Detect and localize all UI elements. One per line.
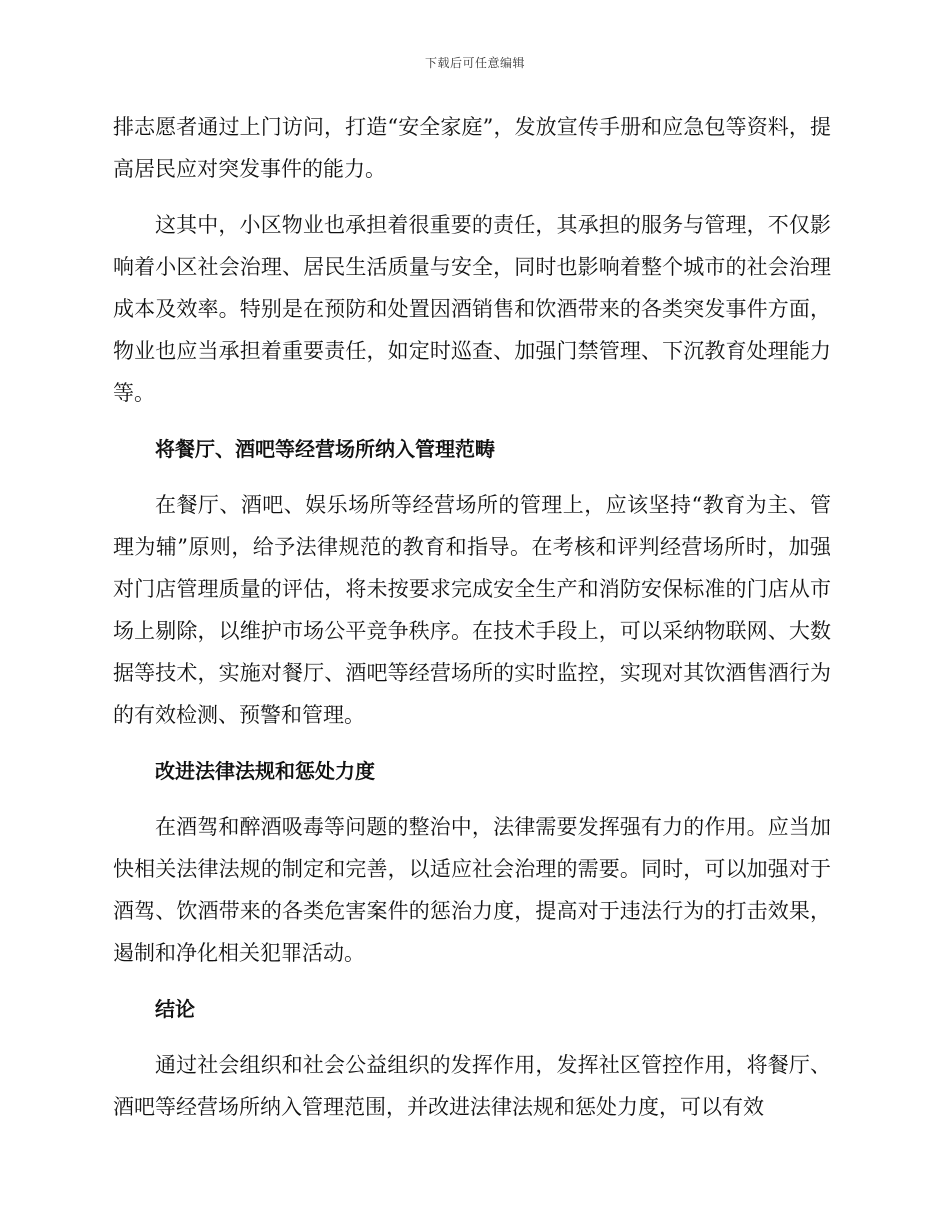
paragraph-continued: 排志愿者通过上门访问，打造“安全家庭”，发放宣传手册和应急包等资料，提高居民应对突发事件的能力。 [113, 115, 831, 181]
paragraph-conclusion: 通过社会组织和社会公益组织的发挥作用，发挥社区管控作用，将餐厅、酒吧等经营场所纳入管理范围，并改进法律法规和惩处力度，可以有效 [113, 1053, 831, 1119]
page-header-note: 下载后可任意编辑 [424, 56, 525, 70]
document-body [113, 106, 831, 1142]
paragraph-law: 在酒驾和醉酒吸毒等问题的整治中，法律需要发挥强有力的作用。应当加快相关法律法规的制定和完善，以适应社会治理的需要。同时，可以加强对于酒驾、饮酒带来的各类危害案件的惩治力度，提高对于违法行为的打击效果，遏制和净化相关犯罪活动。 [113, 815, 831, 965]
paragraph-property-management: 这其中，小区物业也承担着很重要的责任，其承担的服务与管理，不仅影响着小区社会治理、居民生活质量与安全，同时也影响着整个城市的社会治理成本及效率。特别是在预防和处置因酒销售和饮酒带来的各类突发事件方面，物业也应当承担着重要责任，如定时巡查、加强门禁管理、下沉教育处理能力等。 [113, 213, 831, 405]
section-heading-conclusion: 结论 [155, 997, 195, 1021]
section-heading-venues: 将餐厅、酒吧等经营场所纳入管理范畴 [155, 437, 495, 461]
paragraph-venues: 在餐厅、酒吧、娱乐场所等经营场所的管理上，应该坚持“教育为主、管理为辅”原则，给予法律规范的教育和指导。在考核和评判经营场所时，加强对门店管理质量的评估，将未按要求完成安全生产和消防安保标准的门店从市场上剔除，以维护市场公平竞争秩序。在技术手段上，可以采纳物联网、大数据等技术，实施对餐厅、酒吧等经营场所的实时监控，实现对其饮酒售酒行为的有效检测、预警和管理。 [113, 493, 831, 727]
section-heading-law: 改进法律法规和惩处力度 [155, 759, 375, 783]
